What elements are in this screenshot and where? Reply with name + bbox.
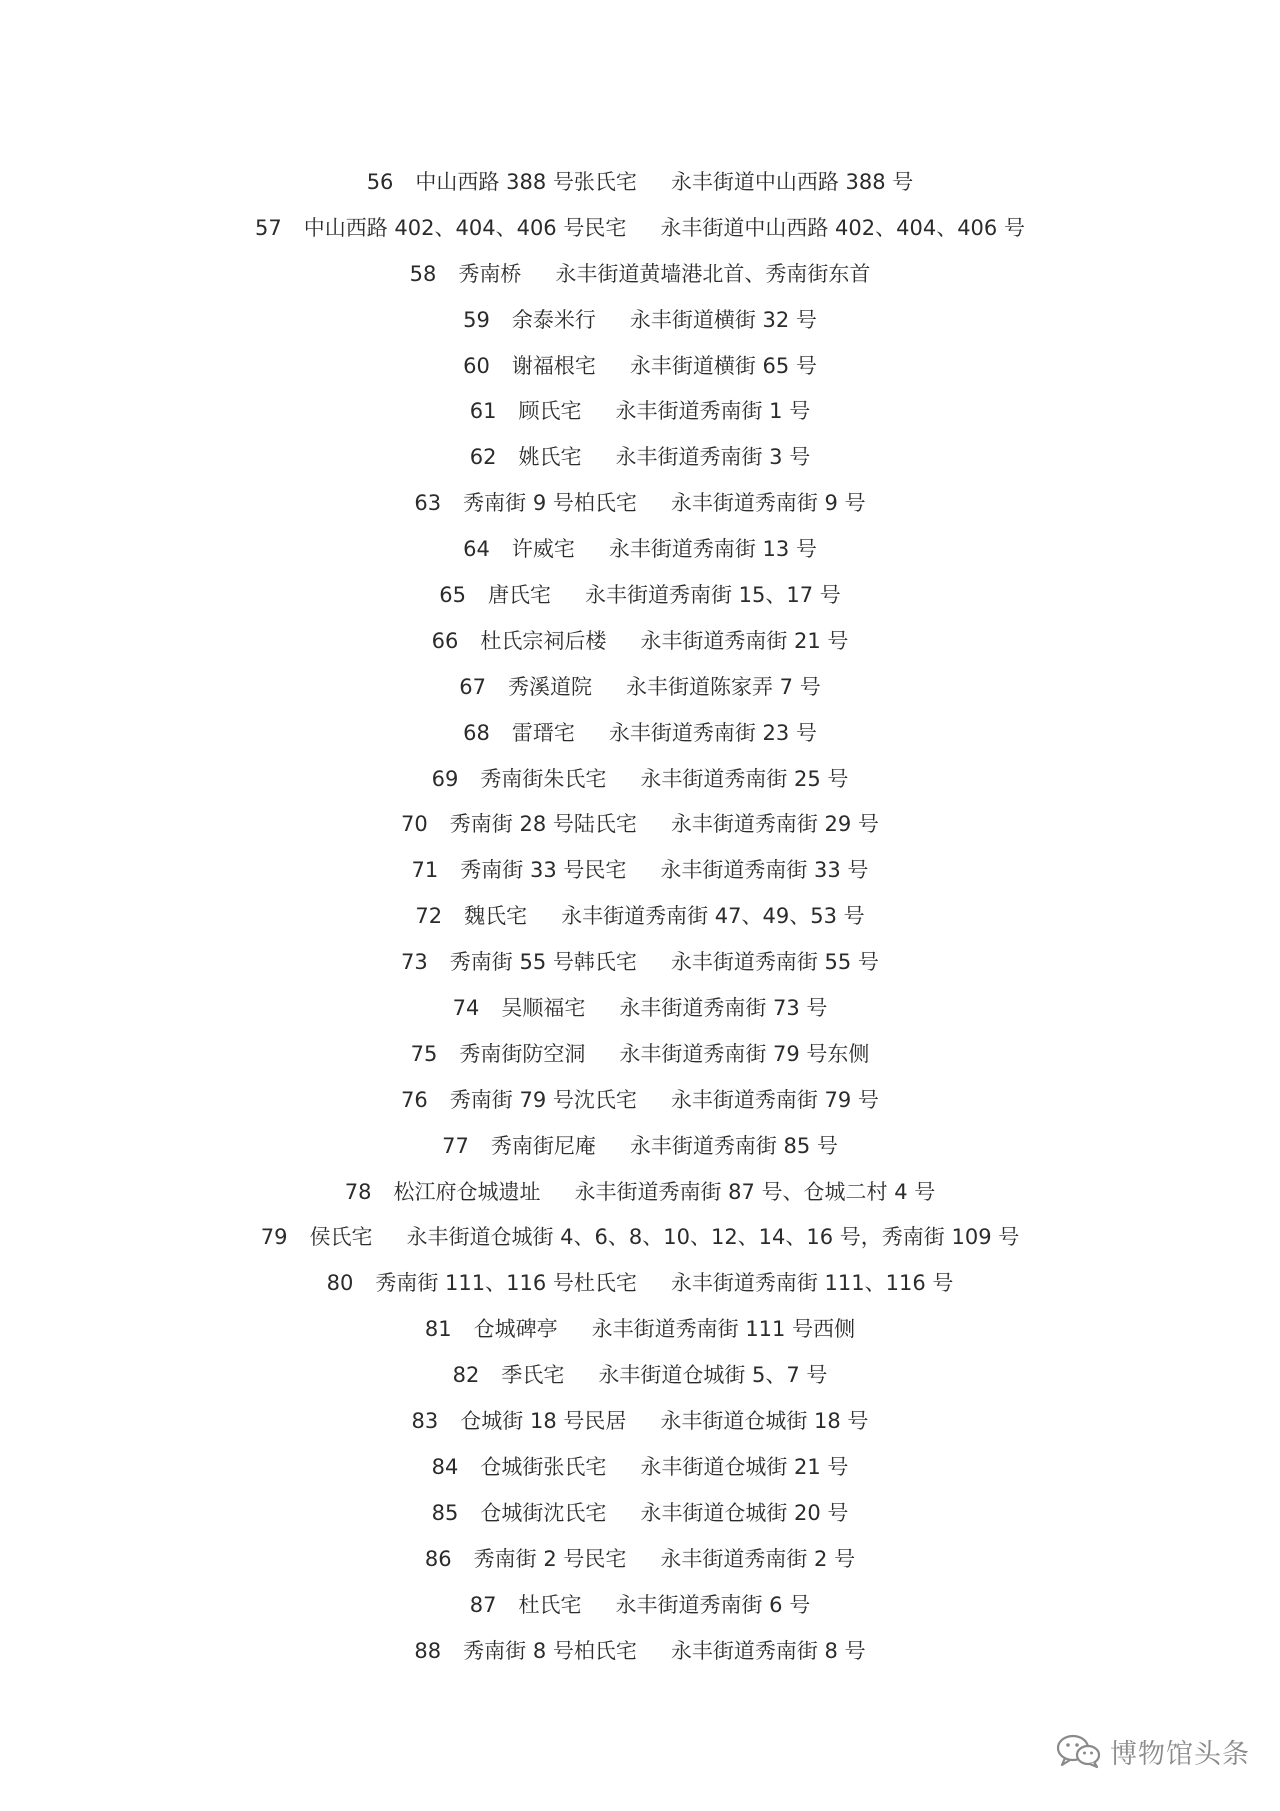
list-item [0, 757, 1280, 803]
list-item [0, 1445, 1280, 1491]
entry-number: 76 [401, 1087, 428, 1112]
entry-address: 永丰街道秀南街 6 号 [615, 1592, 811, 1617]
list-item [0, 1629, 1280, 1675]
entry-address: 永丰街道仓城街 5、7 号 [598, 1363, 828, 1388]
entry-name: 余泰米行 [511, 307, 596, 332]
list-item [0, 1307, 1280, 1353]
entry-address: 永丰街道秀南街 29 号 [670, 812, 879, 837]
entry-name: 秀南街 55 号韩氏宅 [449, 950, 637, 975]
list-item [0, 252, 1280, 298]
entry-address: 永丰街道秀南街 79 号东侧 [619, 1041, 870, 1066]
entry-name: 侯氏宅 [309, 1225, 373, 1250]
list-item [0, 435, 1280, 481]
entry-number: 58 [409, 261, 437, 286]
list-item [0, 389, 1280, 435]
list-item [0, 1491, 1280, 1537]
entry-address: 永丰街道秀南街 55 号 [670, 950, 879, 975]
entry-number: 81 [424, 1317, 452, 1342]
list-item [0, 802, 1280, 848]
entry-number: 80 [326, 1271, 354, 1296]
entry-number: 87 [469, 1592, 497, 1617]
entry-name: 杜氏宅 [518, 1592, 582, 1617]
entry-address: 永丰街道秀南街 85 号 [629, 1133, 838, 1158]
entry-name: 顾氏宅 [518, 399, 582, 424]
list-item [0, 573, 1280, 619]
list-item [0, 1032, 1280, 1078]
entry-address: 永丰街道仓城街 18 号 [660, 1409, 869, 1434]
entry-name: 谢福根宅 [511, 353, 596, 378]
entry-name: 秀溪道院 [508, 674, 592, 699]
entry-name: 秀南街 28 号陆氏宅 [449, 812, 637, 837]
list-item [0, 1170, 1280, 1216]
entry-address: 永丰街道秀南街 13 号 [608, 537, 817, 562]
entry-number: 85 [431, 1500, 459, 1525]
entry-address: 永丰街道秀南街 25 号 [640, 766, 849, 791]
entry-address: 永丰街道黄墙港北首、秀南街东首 [555, 261, 871, 286]
entry-name: 仓城街沈氏宅 [480, 1500, 607, 1525]
list-item [0, 481, 1280, 527]
list-item [0, 160, 1280, 206]
entry-address: 永丰街道中山西路 388 号 [670, 170, 914, 194]
entry-name: 秀南街 111、116 号杜氏宅 [375, 1271, 637, 1296]
entry-number: 69 [431, 766, 459, 791]
entry-name: 中山西路 402、404、406 号民宅 [303, 215, 627, 240]
entry-name: 仓城街 18 号民居 [460, 1409, 627, 1434]
list-item [0, 1537, 1280, 1583]
entry-number: 86 [424, 1546, 452, 1571]
entry-number: 59 [463, 307, 490, 332]
list-item [0, 619, 1280, 665]
entry-name: 唐氏宅 [487, 583, 551, 608]
entry-number: 65 [439, 583, 466, 608]
entry-number: 88 [414, 1638, 442, 1663]
entry-name: 秀南街尼庵 [490, 1133, 596, 1158]
entry-number: 83 [411, 1409, 439, 1434]
entry-address: 永丰街道秀南街 3 号 [615, 445, 811, 470]
watermark [1056, 1731, 1250, 1771]
entry-number: 73 [401, 950, 428, 975]
entry-address: 永丰街道秀南街 47、49、53 号 [561, 904, 865, 929]
list-item [0, 665, 1280, 711]
list-item [0, 940, 1280, 986]
entry-address: 永丰街道秀南街 111、116 号 [670, 1271, 954, 1296]
entry-number: 74 [452, 996, 480, 1021]
entry-address: 永丰街道秀南街 33 号 [660, 858, 869, 883]
entry-address: 永丰街道秀南街 79 号 [670, 1087, 879, 1112]
entry-number: 61 [469, 399, 497, 424]
entry-number: 75 [410, 1041, 438, 1066]
entry-address: 永丰街道仓城街 20 号 [640, 1500, 849, 1525]
entry-name: 季氏宅 [501, 1363, 565, 1388]
entry-address: 永丰街道秀南街 21 号 [640, 628, 849, 653]
entry-number: 63 [414, 491, 442, 516]
entry-address: 永丰街道横街 32 号 [629, 307, 817, 332]
entry-address: 永丰街道仓城街 21 号 [640, 1454, 849, 1479]
entry-address: 永丰街道秀南街 111 号西侧 [591, 1317, 856, 1342]
entry-name: 杜氏宗祠后楼 [480, 628, 607, 653]
entry-name: 秀南街防空洞 [459, 1041, 586, 1066]
list-item [0, 711, 1280, 757]
entry-name: 姚氏宅 [518, 445, 582, 470]
entry-name: 秀南街 9 号柏氏宅 [463, 491, 637, 516]
list-item [0, 894, 1280, 940]
entry-name: 魏氏宅 [464, 904, 528, 929]
entry-number: 60 [463, 353, 490, 378]
list-item [0, 1399, 1280, 1445]
list-item [0, 1261, 1280, 1307]
entry-name: 松江府仓城遗址 [393, 1179, 541, 1204]
entry-name: 秀南街朱氏宅 [480, 766, 607, 791]
entry-address: 永丰街道秀南街 1 号 [615, 399, 811, 424]
entry-name: 仓城街张氏宅 [480, 1454, 607, 1479]
entry-name: 秀南街 8 号柏氏宅 [463, 1638, 637, 1663]
entry-number: 72 [415, 904, 443, 929]
entry-number: 68 [463, 720, 490, 745]
entry-number: 84 [431, 1454, 459, 1479]
entry-address: 永丰街道秀南街 73 号 [619, 996, 828, 1021]
entry-address: 永丰街道秀南街 87 号、仓城二村 4 号 [574, 1179, 936, 1204]
entry-name: 吴顺福宅 [501, 996, 586, 1021]
heritage-site-list [0, 160, 1280, 1674]
list-item [0, 848, 1280, 894]
entry-number: 56 [366, 170, 394, 194]
entry-name: 秀南桥 [458, 261, 522, 286]
list-item [0, 344, 1280, 390]
entry-address: 永丰街道秀南街 2 号 [660, 1546, 856, 1571]
entry-name: 中山西路 388 号张氏宅 [415, 170, 637, 194]
list-item [0, 206, 1280, 252]
list-item [0, 1215, 1280, 1261]
entry-number: 64 [463, 537, 490, 562]
entry-number: 82 [452, 1363, 480, 1388]
entry-number: 57 [255, 215, 282, 240]
entry-number: 62 [469, 445, 497, 470]
entry-address: 永丰街道秀南街 23 号 [608, 720, 817, 745]
list-item [0, 1583, 1280, 1629]
list-item [0, 986, 1280, 1032]
entry-name: 雷瑨宅 [511, 720, 575, 745]
entry-number: 66 [431, 628, 459, 653]
entry-address: 永丰街道横街 65 号 [629, 353, 817, 378]
list-item [0, 298, 1280, 344]
entry-name: 许威宅 [511, 537, 575, 562]
list-item [0, 1353, 1280, 1399]
entry-number: 67 [459, 674, 486, 699]
entry-name: 仓城碑亭 [473, 1317, 558, 1342]
list-item [0, 527, 1280, 573]
entry-number: 79 [260, 1225, 288, 1250]
entry-name: 秀南街 2 号民宅 [473, 1546, 627, 1571]
entry-name: 秀南街 33 号民宅 [460, 858, 627, 883]
list-item [0, 1078, 1280, 1124]
entry-number: 70 [401, 812, 428, 837]
entry-address: 永丰街道中山西路 402、404、406 号 [660, 215, 1025, 240]
entry-name: 秀南街 79 号沈氏宅 [449, 1087, 637, 1112]
watermark-text: 博物馆头条 [1110, 1738, 1250, 1770]
entry-number: 78 [344, 1179, 372, 1204]
list-item [0, 1124, 1280, 1170]
entry-address: 永丰街道秀南街 15、17 号 [584, 583, 841, 608]
entry-number: 71 [411, 858, 439, 883]
entry-address: 永丰街道秀南街 9 号 [670, 491, 866, 516]
entry-address: 永丰街道仓城街 4、6、8、10、12、14、16 号，秀南街 109 号 [406, 1225, 1020, 1250]
entry-address: 永丰街道秀南街 8 号 [670, 1638, 866, 1663]
wechat-logo-icon [1056, 1733, 1102, 1769]
entry-number: 77 [442, 1133, 469, 1158]
entry-address: 永丰街道陈家弄 7 号 [626, 674, 821, 699]
